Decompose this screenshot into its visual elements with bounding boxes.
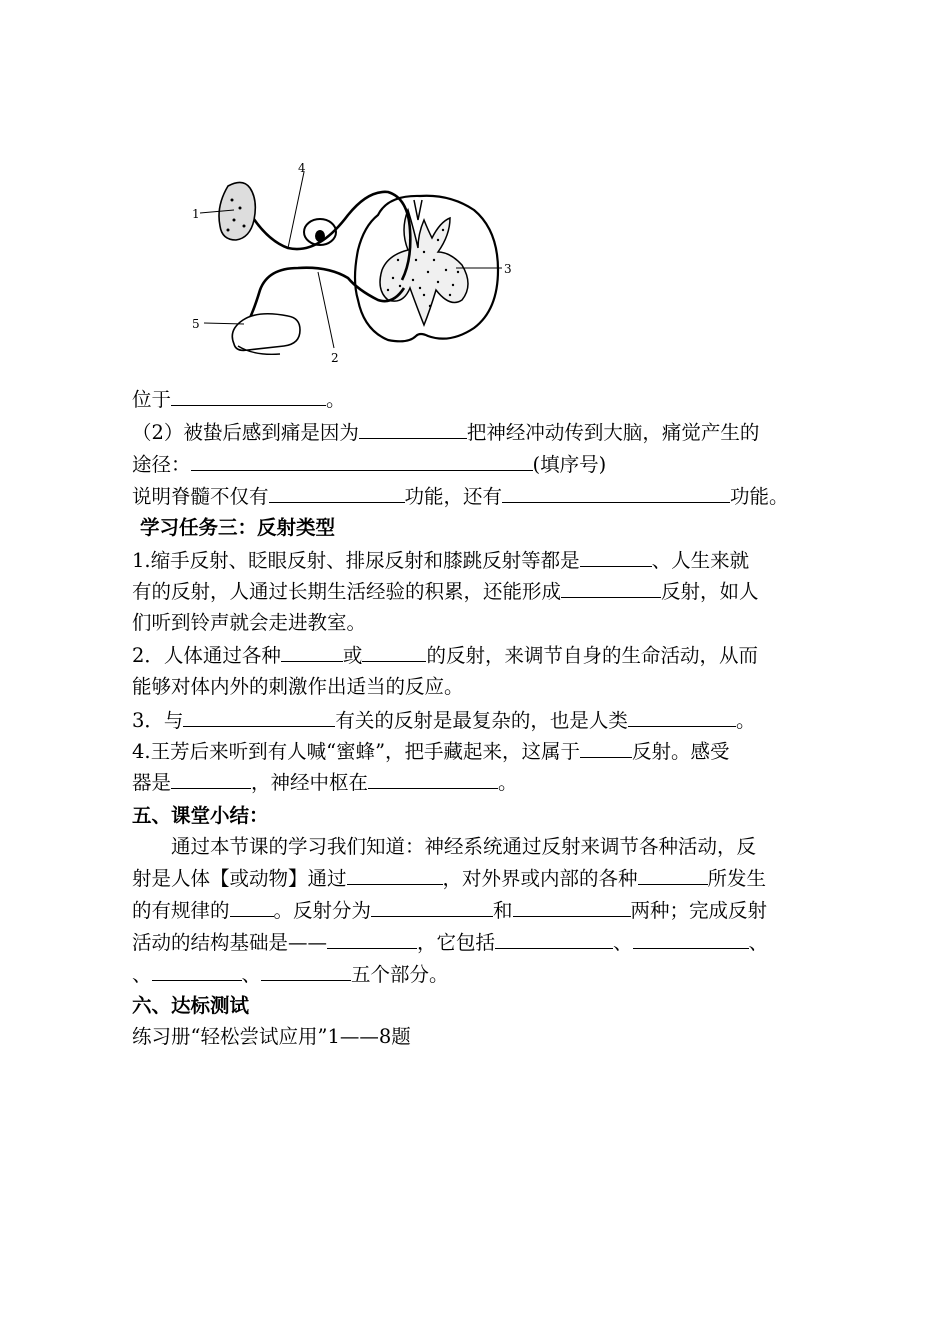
fill-blank[interactable] bbox=[152, 960, 242, 981]
text-line: 途径： (填序号) bbox=[132, 450, 606, 480]
figure-label-1: 1 bbox=[192, 207, 200, 221]
fill-blank[interactable] bbox=[580, 737, 632, 758]
fill-blank[interactable] bbox=[513, 896, 631, 917]
fill-blank[interactable] bbox=[191, 450, 533, 471]
text-line: 活动的结构基础是—— ，它包括 、 、 bbox=[132, 928, 768, 958]
text-line: 4.王芳后来听到有人喊“蜜蜂”，把手藏起来，这属于 反射。感受 bbox=[132, 737, 730, 767]
text-line: 、 、 五个部分。 bbox=[132, 960, 449, 990]
fill-blank[interactable] bbox=[183, 706, 335, 727]
spinal-cord-cross-section bbox=[355, 196, 498, 342]
text-line: 练习册“轻松尝试应用”1——8题 bbox=[132, 1025, 411, 1048]
fill-blank[interactable] bbox=[633, 928, 749, 949]
figure-label-2: 2 bbox=[331, 351, 339, 365]
fill-blank[interactable] bbox=[371, 896, 493, 917]
fill-blank[interactable] bbox=[171, 768, 251, 789]
fill-blank[interactable] bbox=[281, 641, 343, 662]
fill-blank[interactable] bbox=[502, 482, 730, 503]
fill-blank[interactable] bbox=[628, 706, 736, 727]
section-heading: 五、课堂小结： bbox=[132, 804, 269, 827]
text-line: 们听到铃声就会走进教室。 bbox=[132, 611, 367, 634]
fill-blank[interactable] bbox=[327, 928, 417, 949]
fill-blank[interactable] bbox=[561, 577, 661, 598]
fill-blank[interactable] bbox=[347, 864, 443, 885]
fill-blank[interactable] bbox=[638, 864, 708, 885]
text-line: 有的反射，人通过长期生活经验的积累，还能形成 反射，如人 bbox=[132, 577, 759, 607]
text-line: 射是人体【或动物】通过 ，对外界或内部的各种 所发生 bbox=[132, 864, 766, 894]
figure-label-5: 5 bbox=[192, 317, 200, 331]
fill-blank[interactable] bbox=[261, 960, 351, 981]
reflex-arc-diagram bbox=[188, 160, 524, 370]
text-line: 能够对体内外的刺激作出适当的反应。 bbox=[132, 675, 464, 698]
fill-blank[interactable] bbox=[362, 641, 426, 662]
fill-blank[interactable] bbox=[171, 385, 326, 406]
fill-blank[interactable] bbox=[230, 896, 274, 917]
text-line: 说明脊髓不仅有 功能，还有 功能。 bbox=[132, 482, 789, 512]
fill-blank[interactable] bbox=[368, 768, 498, 789]
figure-label-4: 4 bbox=[298, 161, 306, 175]
fill-blank[interactable] bbox=[359, 418, 467, 439]
figure-label-3: 3 bbox=[504, 262, 512, 276]
text-line: （2）被蛰后感到痛是因为 把神经冲动传到大脑，痛觉产生的 bbox=[132, 418, 759, 448]
effector-hand bbox=[232, 314, 300, 351]
section-heading: 六、达标测试 bbox=[132, 994, 250, 1017]
section-heading: 学习任务三：反射类型 bbox=[140, 516, 336, 539]
fill-blank[interactable] bbox=[495, 928, 613, 949]
text-line: 1.缩手反射、眨眼反射、排尿反射和膝跳反射等都是 、人生来就 bbox=[132, 546, 749, 576]
fill-blank[interactable] bbox=[580, 546, 652, 567]
text-line: 通过本节课的学习我们知道：神经系统通过反射来调节各种活动，反 bbox=[171, 835, 757, 858]
text-line: 器是 ，神经中枢在 。 bbox=[132, 768, 518, 798]
text-line: 2．人体通过各种 或 的反射，来调节自身的生命活动，从而 bbox=[132, 641, 758, 671]
text-line: 3．与 有关的反射是最复杂的，也是人类 。 bbox=[132, 706, 755, 736]
text-line: 的有规律的 。反射分为 和 两种；完成反射 bbox=[132, 896, 767, 926]
text-line: 位于 。 bbox=[132, 385, 346, 415]
fill-blank[interactable] bbox=[269, 482, 405, 503]
